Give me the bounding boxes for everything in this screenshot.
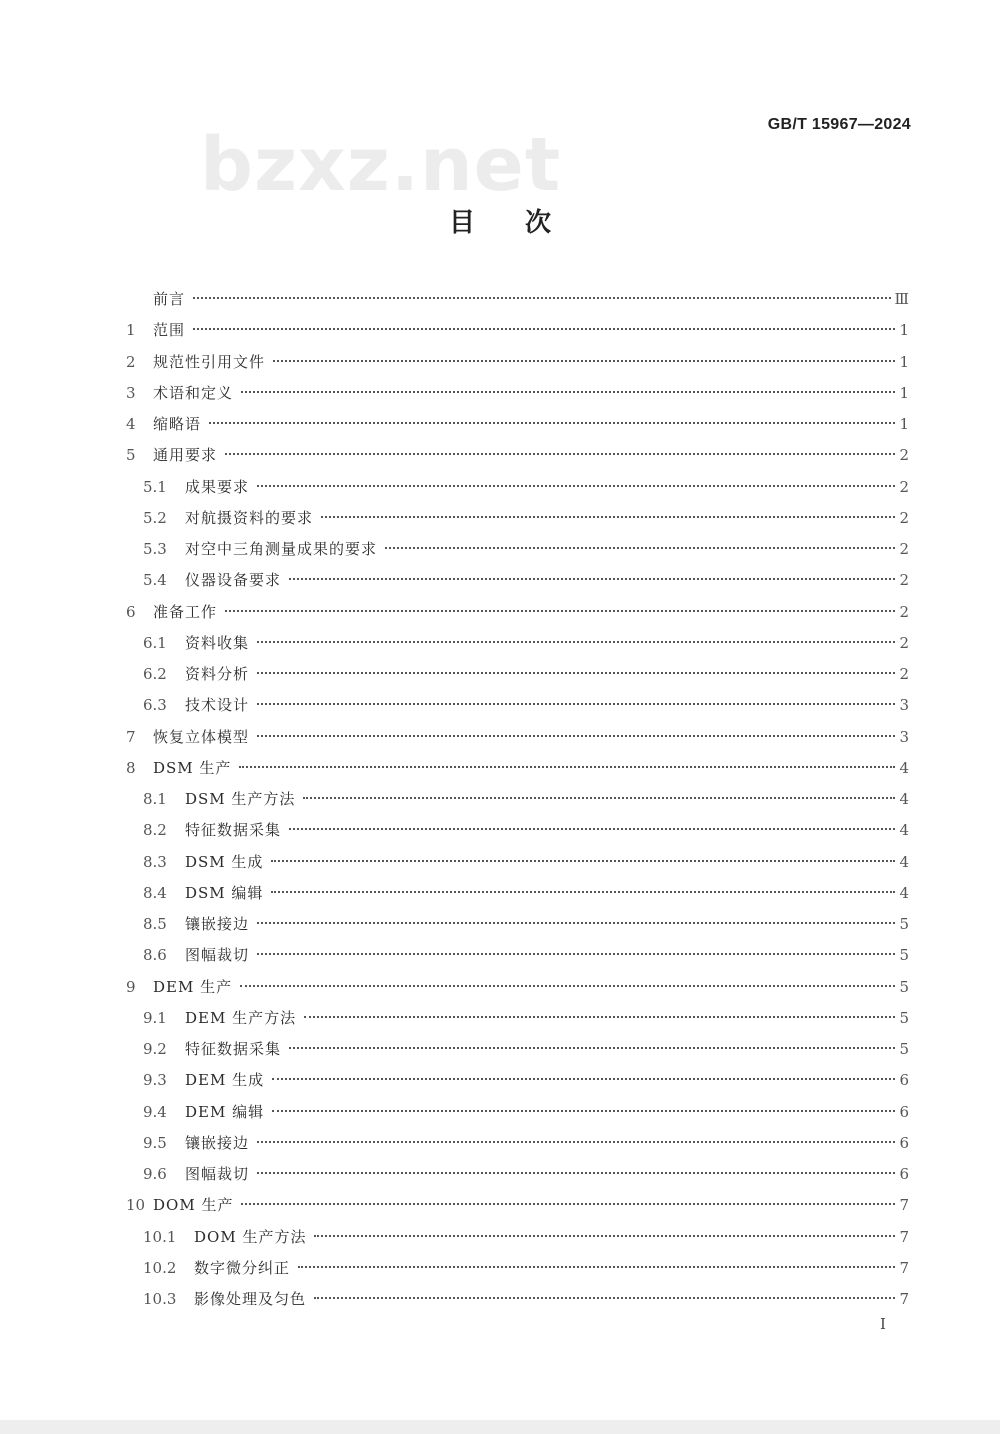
toc-entry-number: 6.1: [143, 633, 167, 652]
toc-entry-page: 2: [899, 446, 909, 465]
toc-entry-page: 5: [899, 946, 909, 965]
toc-entry-number: 8: [126, 758, 136, 777]
toc-entry[interactable]: [126, 690, 909, 721]
toc-entry-title: DSM 生产: [153, 758, 232, 777]
toc-entry-number: 8.2: [143, 821, 167, 840]
toc-entry-title: 成果要求: [185, 477, 250, 496]
dot-leader: [272, 1110, 895, 1112]
toc-entry-title: 术语和定义: [153, 383, 234, 402]
dot-leader: [289, 578, 895, 580]
toc-entry-number: 1: [126, 321, 136, 340]
toc-entry[interactable]: [126, 847, 909, 878]
toc-entry[interactable]: [126, 1065, 909, 1096]
toc-entry-number: 9.3: [143, 1071, 167, 1090]
toc-entry[interactable]: [126, 440, 909, 471]
dot-leader: [303, 797, 895, 799]
toc-entry-number: 8.5: [143, 915, 167, 933]
toc-entry-title: 技术设计: [185, 696, 250, 715]
toc-entry-title: 镶嵌接边: [185, 915, 250, 933]
toc-entry-title: 图幅裁切: [185, 1165, 250, 1183]
toc-entry-title: 数字微分纠正: [194, 1258, 291, 1277]
toc-entry[interactable]: [126, 503, 909, 534]
toc-entry-page: 3: [899, 727, 909, 746]
toc-entry-title: DEM 生产: [153, 977, 233, 996]
toc-entry-page: 5: [899, 1040, 909, 1058]
toc-entry[interactable]: [126, 878, 909, 909]
toc-entry-title: 前言: [153, 290, 186, 308]
toc-entry-page: 1: [899, 352, 909, 371]
dot-leader: [225, 453, 895, 455]
toc-entry-title: 资料收集: [185, 633, 250, 652]
toc-entry-number: 8.4: [143, 883, 167, 902]
dot-leader: [298, 1266, 895, 1268]
dot-leader: [257, 735, 895, 737]
toc-entry-page: Ⅲ: [894, 290, 909, 308]
toc-entry[interactable]: [126, 378, 909, 409]
dot-leader: [257, 1141, 895, 1143]
toc-entry-title: DSM 生产方法: [185, 790, 296, 808]
toc-entry-page: 4: [899, 852, 909, 871]
toc-entry-number: 9.5: [143, 1133, 167, 1152]
dot-leader: [257, 1172, 895, 1174]
toc-entry[interactable]: [126, 1003, 909, 1034]
dot-leader: [257, 703, 895, 705]
toc-entry-number: 5.3: [143, 540, 167, 558]
toc-entry[interactable]: [126, 597, 909, 628]
toc-entry-title: 范围: [153, 321, 186, 340]
toc-entry-page: 5: [899, 915, 909, 933]
toc-entry-page: 6: [899, 1071, 909, 1090]
toc-entry-page: 1: [899, 415, 909, 433]
toc-entry-title: DEM 生成: [185, 1071, 265, 1090]
toc-entry[interactable]: [126, 565, 909, 596]
toc-entry-page: 4: [899, 758, 909, 777]
dot-leader: [193, 328, 895, 330]
toc-entry-title: DSM 编辑: [185, 883, 264, 902]
page-title: 目次: [448, 208, 601, 238]
toc-entry[interactable]: [126, 784, 909, 815]
dot-leader: [257, 922, 895, 924]
toc-entry-page: 2: [899, 508, 909, 527]
toc-entry-number: 6: [126, 602, 136, 621]
toc-entry-number: 5: [126, 446, 136, 465]
toc-entry[interactable]: [126, 909, 909, 940]
toc-entry[interactable]: [126, 628, 909, 659]
toc-entry-title: 对航摄资料的要求: [185, 508, 314, 527]
toc-entry-page: 2: [899, 477, 909, 496]
table-of-contents: [126, 284, 909, 1315]
toc-entry-number: 8.3: [143, 852, 167, 871]
dot-leader: [385, 547, 895, 549]
toc-entry-page: 6: [899, 1133, 909, 1152]
toc-entry-title: 规范性引用文件: [153, 352, 266, 371]
toc-entry-number: 3: [126, 383, 136, 402]
toc-entry-page: 7: [899, 1258, 909, 1277]
toc-entry[interactable]: [126, 753, 909, 784]
toc-entry-number: 7: [126, 727, 136, 746]
toc-entry-title: 图幅裁切: [185, 946, 250, 965]
dot-leader: [240, 985, 895, 987]
dot-leader: [257, 672, 895, 674]
toc-entry-page: 2: [899, 665, 909, 683]
toc-entry-page: 5: [899, 1008, 909, 1027]
toc-entry-number: 9.1: [143, 1008, 167, 1027]
toc-entry-title: 准备工作: [153, 602, 218, 621]
dot-leader: [241, 391, 895, 393]
toc-entry[interactable]: [126, 1097, 909, 1128]
toc-entry[interactable]: [126, 722, 909, 753]
dot-leader: [272, 1078, 895, 1080]
toc-entry-number: 9: [126, 977, 136, 996]
toc-entry-title: 镶嵌接边: [185, 1133, 250, 1152]
toc-entry-page: 5: [899, 977, 909, 996]
toc-entry-page: 2: [899, 540, 909, 558]
dot-leader: [257, 485, 895, 487]
dot-leader: [257, 953, 895, 955]
toc-entry-page: 6: [899, 1165, 909, 1183]
toc-entry[interactable]: [126, 1284, 909, 1315]
toc-entry-title: 对空中三角测量成果的要求: [185, 540, 378, 558]
toc-entry-title: DEM 生产方法: [185, 1008, 297, 1027]
toc-entry-title: 缩略语: [153, 415, 202, 433]
toc-entry-number: 10.3: [143, 1290, 177, 1308]
toc-entry[interactable]: [126, 1190, 909, 1221]
toc-entry-page: 4: [899, 790, 909, 808]
toc-entry[interactable]: [126, 972, 909, 1003]
toc-entry-page: 3: [899, 696, 909, 715]
toc-entry-number: 8.6: [143, 946, 167, 965]
dot-leader: [209, 422, 895, 424]
toc-entry-number: 6.2: [143, 665, 167, 683]
toc-entry-title: DOM 生产方法: [194, 1227, 307, 1246]
toc-entry-number: 10.1: [143, 1227, 177, 1246]
toc-entry-number: 9.6: [143, 1165, 167, 1183]
toc-entry-title: 特征数据采集: [185, 1040, 282, 1058]
toc-entry-page: 2: [899, 571, 909, 590]
toc-entry[interactable]: [126, 347, 909, 378]
document-code: GB/T 15967—2024: [767, 116, 911, 133]
viewer-bottom-bar: [0, 1420, 1000, 1434]
toc-entry-page: 4: [899, 821, 909, 840]
toc-entry[interactable]: [126, 815, 909, 846]
toc-entry-number: 4: [126, 415, 136, 433]
toc-entry[interactable]: [126, 940, 909, 971]
toc-entry[interactable]: [126, 472, 909, 503]
toc-entry[interactable]: [126, 1159, 909, 1190]
toc-entry-title: DOM 生产: [153, 1196, 234, 1215]
toc-entry[interactable]: [126, 284, 909, 315]
dot-leader: [289, 828, 895, 830]
toc-entry-page: 2: [899, 633, 909, 652]
dot-leader: [271, 891, 895, 893]
toc-entry[interactable]: [126, 1128, 909, 1159]
toc-entry[interactable]: [126, 1222, 909, 1253]
toc-entry-title: DEM 编辑: [185, 1102, 265, 1121]
dot-leader: [225, 610, 895, 612]
toc-entry-page: 7: [899, 1196, 909, 1215]
toc-entry-title: 通用要求: [153, 446, 218, 465]
toc-entry[interactable]: [126, 315, 909, 346]
toc-entry-number: 10: [126, 1196, 146, 1215]
toc-entry-page: 6: [899, 1102, 909, 1121]
toc-entry-number: 5.2: [143, 508, 167, 527]
dot-leader: [314, 1235, 895, 1237]
toc-entry-number: 5.1: [143, 477, 167, 496]
page-number: I: [880, 1315, 886, 1333]
dot-leader: [241, 1203, 895, 1205]
toc-entry-title: DSM 生成: [185, 852, 264, 871]
toc-entry-title: 特征数据采集: [185, 821, 282, 840]
dot-leader: [193, 297, 891, 299]
dot-leader: [289, 1047, 895, 1049]
toc-entry-title: 恢复立体模型: [153, 727, 250, 746]
toc-entry[interactable]: [126, 1253, 909, 1284]
dot-leader: [273, 360, 895, 362]
dot-leader: [304, 1016, 895, 1018]
toc-entry[interactable]: [126, 659, 909, 690]
toc-entry-number: 9.2: [143, 1040, 167, 1058]
dot-leader: [314, 1297, 895, 1299]
toc-entry[interactable]: [126, 1034, 909, 1065]
toc-entry-page: 1: [899, 321, 909, 340]
toc-entry-number: 5.4: [143, 571, 167, 590]
toc-entry-number: 9.4: [143, 1102, 167, 1121]
toc-entry-page: 1: [899, 383, 909, 402]
toc-entry-page: 2: [899, 602, 909, 621]
toc-entry-page: 4: [899, 883, 909, 902]
toc-entry-number: 2: [126, 352, 136, 371]
toc-entry-page: 7: [899, 1227, 909, 1246]
toc-entry-number: 6.3: [143, 696, 167, 715]
toc-entry[interactable]: [126, 534, 909, 565]
toc-entry-title: 影像处理及匀色: [194, 1290, 307, 1308]
watermark: bzxz.net: [200, 122, 562, 208]
dot-leader: [257, 641, 895, 643]
toc-entry-number: 8.1: [143, 790, 167, 808]
toc-entry-page: 7: [899, 1290, 909, 1308]
dot-leader: [321, 516, 895, 518]
toc-entry-title: 仪器设备要求: [185, 571, 282, 590]
dot-leader: [239, 766, 895, 768]
toc-entry[interactable]: [126, 409, 909, 440]
toc-entry-number: 10.2: [143, 1258, 177, 1277]
toc-entry-title: 资料分析: [185, 665, 250, 683]
dot-leader: [271, 860, 895, 862]
